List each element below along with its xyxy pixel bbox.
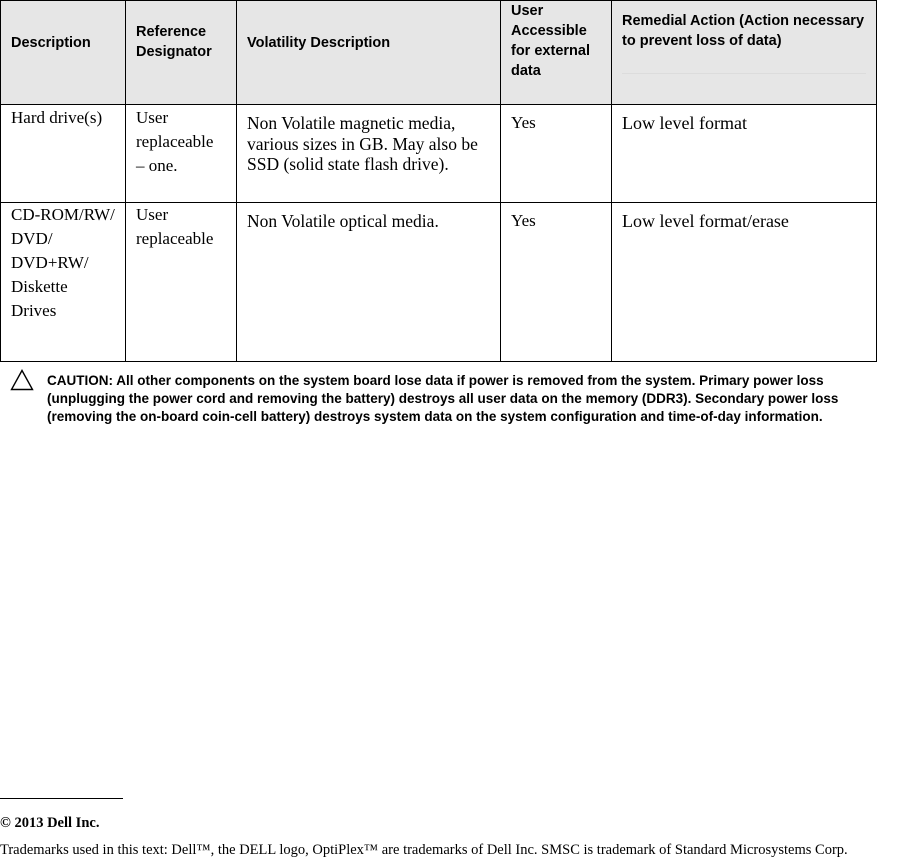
volatility-table	[0, 0, 877, 362]
cell-user-accessible: Yes	[501, 105, 612, 203]
cell-user-accessible: Yes	[501, 203, 612, 362]
header-remedial-action: Remedial Action (Action necessary to prevent loss of data)	[612, 1, 877, 105]
cell-volatility-description: Non Volatile magnetic media, various sizes in GB. May also be SSD (solid state flash drive).	[237, 105, 501, 203]
table-header-row	[1, 1, 877, 105]
trademark-notice: Trademarks used in this text: Dell™, the DELL logo, OptiPlex™ are trademarks of Dell Inc. SMSC is trademark of Standard Microsystems Corp.	[0, 842, 848, 858]
header-reference-designator: Reference Designator	[126, 1, 237, 105]
cell-volatility-description: Non Volatile optical media.	[237, 203, 501, 362]
header-description: Description	[1, 1, 126, 105]
table-row	[1, 203, 877, 362]
cell-description: CD-ROM/RW/ DVD/ DVD+RW/ Diskette Drives	[1, 203, 126, 362]
copyright-notice: © 2013 Dell Inc.	[0, 815, 100, 831]
cell-description: Hard drive(s)	[1, 105, 126, 203]
caution-triangle-icon	[10, 369, 34, 391]
table-row	[1, 105, 877, 203]
footnote-divider	[0, 798, 123, 799]
header-user-accessible: User Accessible for external data	[501, 1, 612, 105]
cell-reference-designator: User replaceable	[126, 203, 237, 362]
cell-remedial-action: Low level format/erase	[612, 203, 877, 362]
cell-reference-designator: User replaceable – one.	[126, 105, 237, 203]
cell-remedial-action: Low level format	[612, 105, 877, 203]
caution-text: CAUTION: All other components on the system board lose data if power is removed from the system. Primary power loss (unplugging the power cord and removing the battery) destroys all user data on the memory (DDR3). Secondary power loss (removing the on-board coin-cell battery) destroys system data on the system configuration and time-of-day information.	[47, 373, 839, 424]
header-volatility-description: Volatility Description	[237, 1, 501, 105]
